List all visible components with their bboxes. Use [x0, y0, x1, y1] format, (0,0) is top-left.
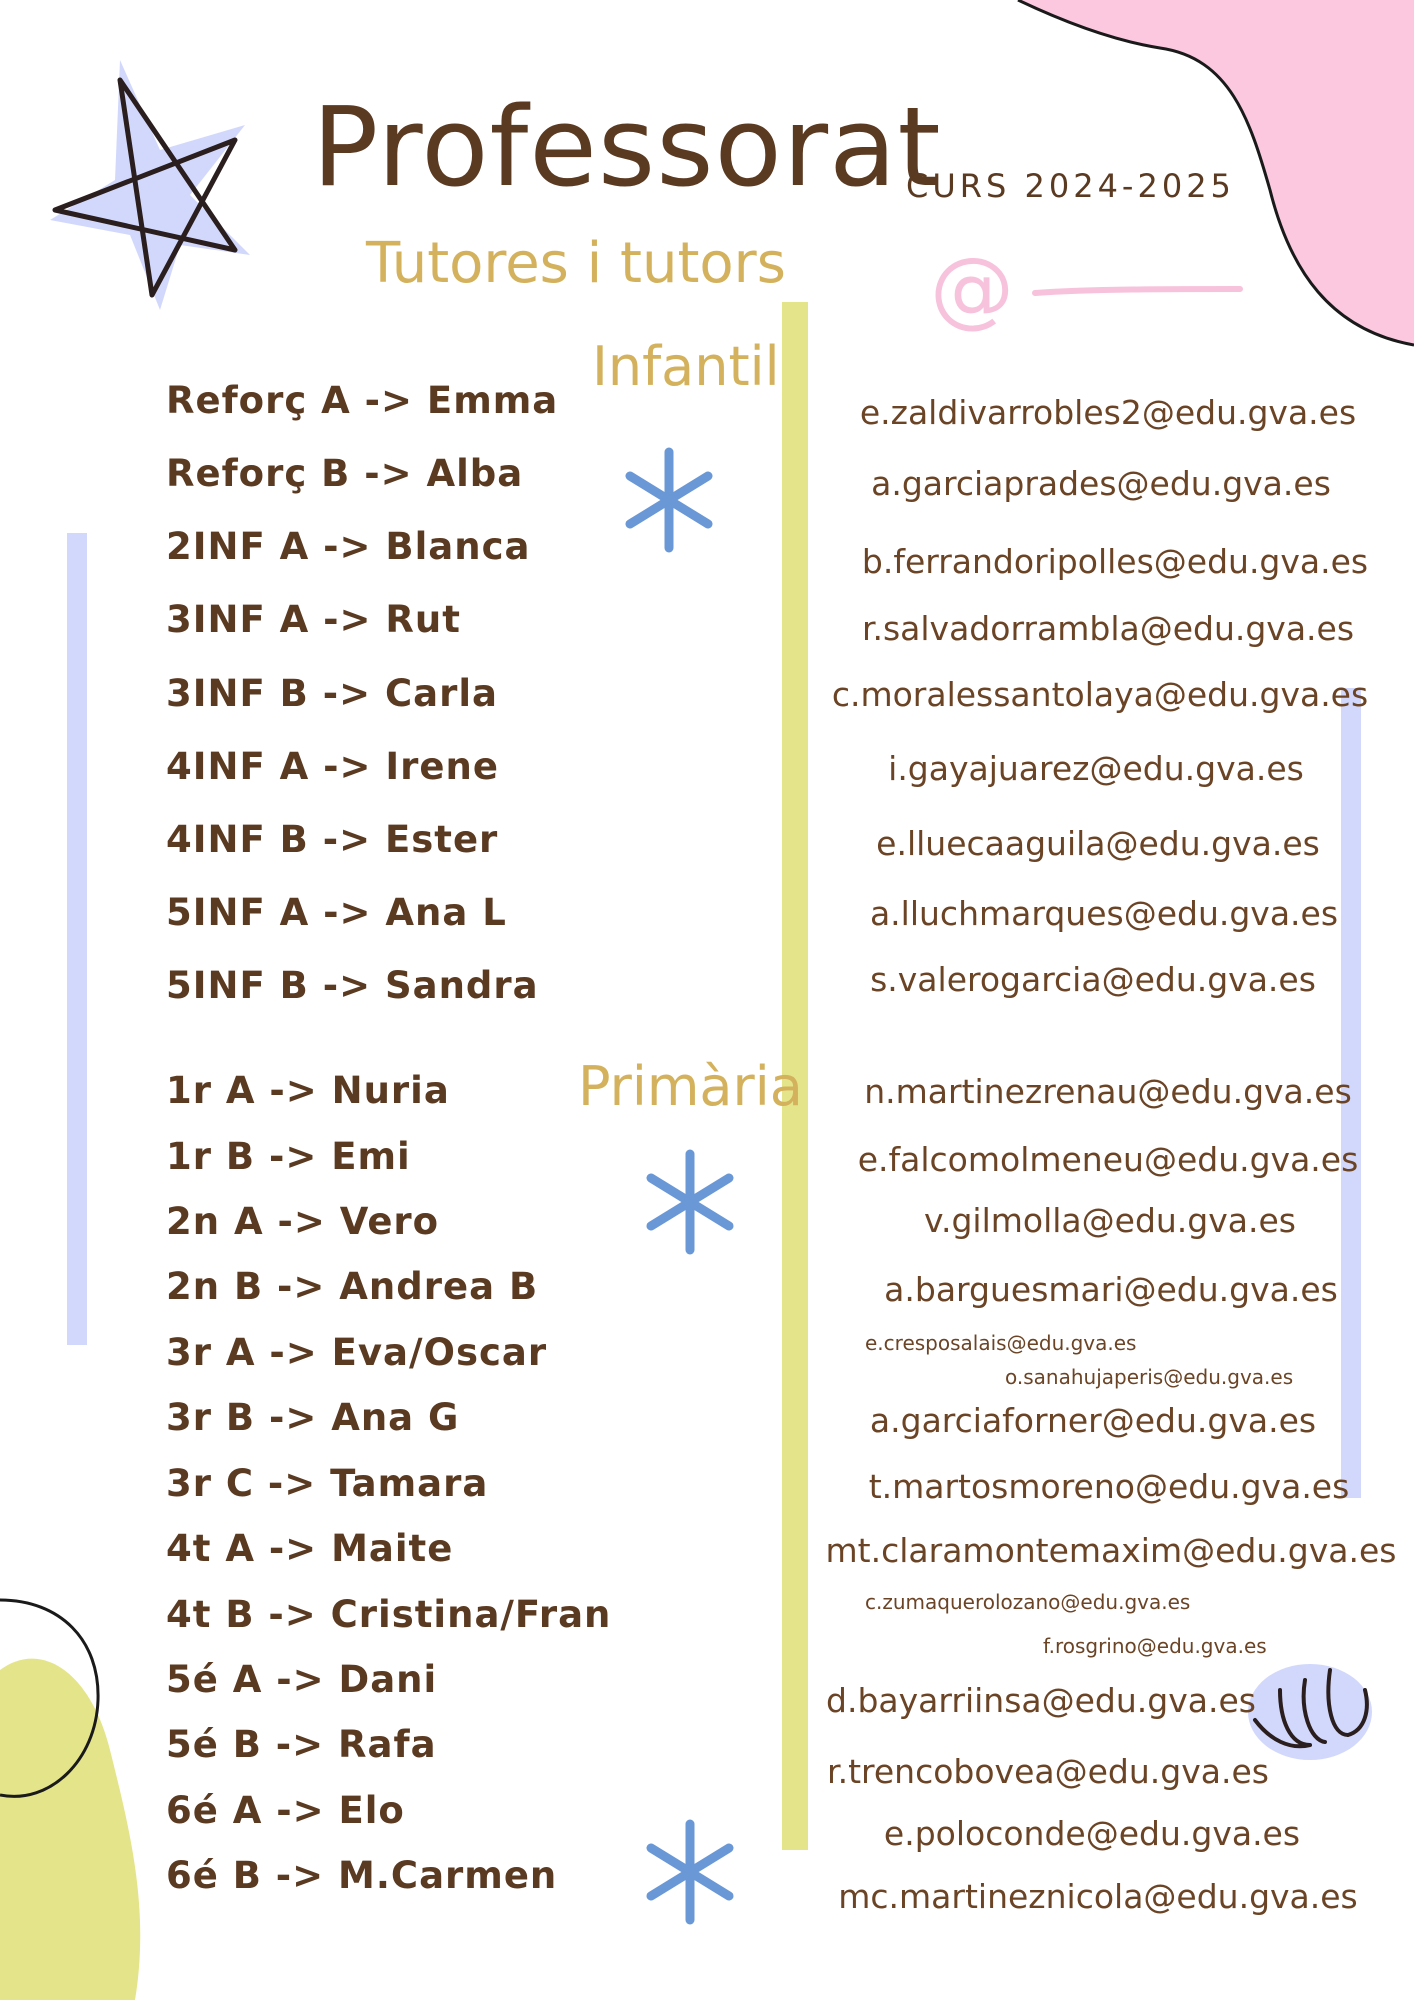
tutor-entry: 6é A -> Elo — [166, 1789, 405, 1832]
tutor-entry: 2n B -> Andrea B — [166, 1265, 539, 1308]
email-address[interactable]: r.salvadorrambla@edu.gva.es — [861, 609, 1355, 648]
section-label-infantil: Infantil — [592, 335, 780, 398]
tutor-entry: 2n A -> Vero — [166, 1200, 440, 1243]
tutor-entry: 3INF A -> Rut — [166, 598, 461, 641]
at-sign-icon — [930, 245, 1250, 345]
email-address[interactable]: a.garciaprades@edu.gva.es — [871, 464, 1331, 503]
email-address[interactable]: t.martosmoreno@edu.gva.es — [868, 1467, 1350, 1506]
asterisk-sparkle-icon — [643, 1818, 737, 1926]
tutor-entry: 4INF B -> Ester — [166, 818, 499, 861]
tutor-entry: 4INF A -> Irene — [166, 745, 499, 788]
svg-text:@: @ — [930, 245, 1014, 337]
email-address[interactable]: a.barguesmari@edu.gva.es — [884, 1270, 1338, 1309]
tutor-entry: 3r A -> Eva/Oscar — [166, 1331, 548, 1374]
tutor-entry: 5é A -> Dani — [166, 1658, 438, 1701]
email-address[interactable]: a.lluchmarques@edu.gva.es — [869, 894, 1339, 933]
email-address[interactable]: e.poloconde@edu.gva.es — [883, 1814, 1301, 1853]
email-address[interactable]: v.gilmolla@edu.gva.es — [924, 1201, 1296, 1240]
tutor-entry: 5INF B -> Sandra — [166, 964, 539, 1007]
tutor-entry: Reforç A -> Emma — [166, 379, 559, 422]
email-address[interactable]: c.moralessantolaya@edu.gva.es — [831, 675, 1369, 714]
email-address[interactable]: b.ferrandoripolles@edu.gva.es — [861, 542, 1369, 581]
email-address[interactable]: c.zumaquerolozano@edu.gva.es — [865, 1590, 1191, 1614]
email-address[interactable]: e.zaldivarrobles2@edu.gva.es — [859, 393, 1357, 432]
section-label-primaria: Primària — [578, 1055, 803, 1118]
email-address[interactable]: o.sanahujaperis@edu.gva.es — [1005, 1365, 1294, 1389]
email-address[interactable]: r.trencobovea@edu.gva.es — [827, 1752, 1269, 1791]
tutor-entry: 1r B -> Emi — [166, 1135, 411, 1178]
lime-blob-decoration — [0, 1580, 160, 2000]
tutor-entry: Reforç B -> Alba — [166, 452, 524, 495]
email-address[interactable]: a.garciaforner@edu.gva.es — [869, 1401, 1317, 1440]
tutor-entry: 4t A -> Maite — [166, 1527, 454, 1570]
tutor-entry: 1r A -> Nuria — [166, 1069, 450, 1112]
email-address[interactable]: n.martinezrenau@edu.gva.es — [864, 1072, 1352, 1111]
tutor-entry: 6é B -> M.Carmen — [166, 1854, 558, 1897]
email-address[interactable]: mc.martineznicola@edu.gva.es — [838, 1877, 1358, 1916]
tutor-entry: 5INF A -> Ana L — [166, 891, 507, 934]
email-address[interactable]: e.falcomolmeneu@edu.gva.es — [857, 1140, 1359, 1179]
lavender-left-bar — [67, 533, 87, 1345]
email-address[interactable]: e.lluecaaguila@edu.gva.es — [876, 824, 1320, 863]
page-title: Professorat — [312, 83, 942, 211]
email-address[interactable]: f.rosgrino@edu.gva.es — [1043, 1634, 1267, 1658]
asterisk-sparkle-icon — [622, 446, 716, 554]
tutor-entry: 2INF A -> Blanca — [166, 525, 531, 568]
tutor-entry: 3INF B -> Carla — [166, 672, 498, 715]
email-address[interactable]: d.bayarriinsa@edu.gva.es — [826, 1681, 1256, 1720]
tutor-entry: 5é B -> Rafa — [166, 1723, 437, 1766]
tutor-entry: 4t B -> Cristina/Fran — [166, 1593, 612, 1636]
page-subtitle: Tutores i tutors — [366, 231, 786, 296]
email-address[interactable]: mt.claramontemaxim@edu.gva.es — [825, 1531, 1397, 1570]
email-address[interactable]: i.gayajuarez@edu.gva.es — [888, 749, 1304, 788]
email-address[interactable]: e.cresposalais@edu.gva.es — [865, 1331, 1137, 1355]
tutor-entry: 3r B -> Ana G — [166, 1396, 460, 1439]
tutor-entry: 3r C -> Tamara — [166, 1462, 489, 1505]
asterisk-sparkle-icon — [643, 1148, 737, 1256]
course-label: CURS 2024-2025 — [906, 167, 1235, 205]
email-address[interactable]: s.valerogarcia@edu.gva.es — [870, 960, 1316, 999]
star-outline-icon — [40, 60, 270, 310]
